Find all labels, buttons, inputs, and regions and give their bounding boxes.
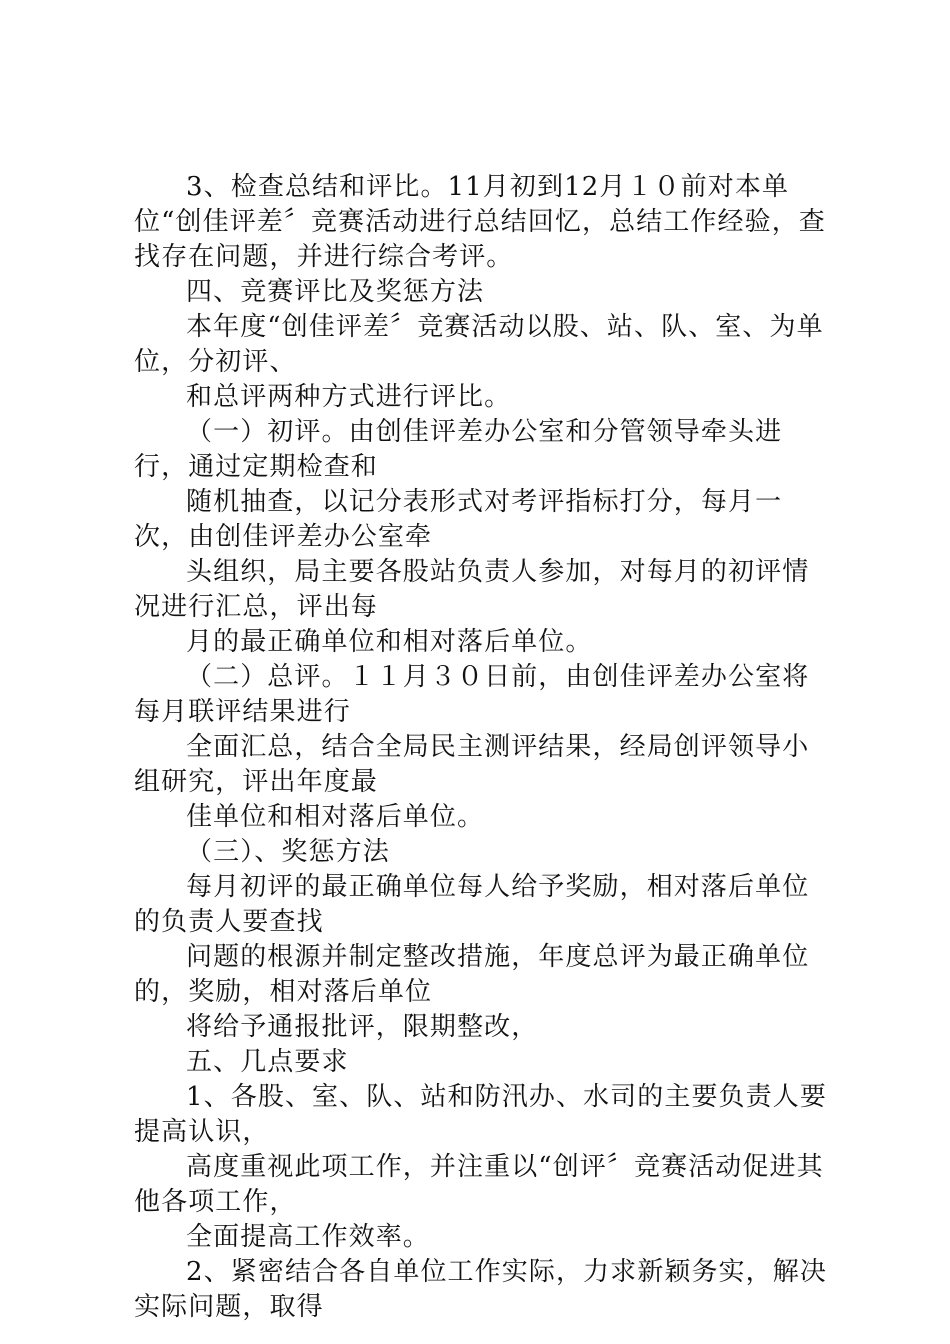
paragraph: 本年度“创佳评差〞竞赛活动以股、站、队、室、为单位，分初评、 <box>134 312 824 377</box>
section-heading: 五、几点要求 <box>186 1047 349 1077</box>
paragraph: （二）总评。１１月３０日前，由创佳评差办公室将每月联评结果进行 <box>134 662 810 727</box>
paragraph: （一）初评。由创佳评差办公室和分管领导牵头进行，通过定期检查和 <box>134 417 783 482</box>
paragraph: 1、各股、室、队、站和防汛办、水司的主要负责人要提高认识， <box>134 1082 827 1147</box>
paragraph: 全面提高工作效率。 <box>186 1222 430 1252</box>
paragraph: 月的最正确单位和相对落后单位。 <box>186 627 593 657</box>
subsection-heading: （三）、奖惩方法 <box>186 837 390 867</box>
paragraph: 头组织，局主要各股站负责人参加，对每月的初评情况进行汇总，评出每 <box>134 557 810 622</box>
paragraph: 全面汇总，结合全局民主测评结果，经局创评领导小组研究，评出年度最 <box>134 732 810 797</box>
paragraph: 将给予通报批评，限期整改， <box>186 1012 539 1042</box>
paragraph: 问题的根源并制定整改措施，年度总评为最正确单位的，奖励，相对落后单位 <box>134 942 810 1007</box>
paragraph: 和总评两种方式进行评比。 <box>186 382 512 412</box>
section-heading: 四、竞赛评比及奖惩方法 <box>186 277 485 307</box>
paragraph: 3、检查总结和评比。11月初到12月１０前对本单位“创佳评差〞竞赛活动进行总结回忆，总结工作经验，查找存在问题，并进行综合考评。 <box>134 172 826 272</box>
document-body <box>134 170 834 1325</box>
paragraph: 2、紧密结合各自单位工作实际，力求新颖务实，解决实际问题，取得 <box>134 1257 827 1322</box>
paragraph: 随机抽查，以记分表形式对考评指标打分，每月一次，由创佳评差办公室牵 <box>134 487 783 552</box>
paragraph: 每月初评的最正确单位每人给予奖励，相对落后单位的负责人要查找 <box>134 872 810 937</box>
paragraph: 高度重视此项工作，并注重以“创评〞竞赛活动促进其他各项工作， <box>134 1152 824 1217</box>
paragraph: 佳单位和相对落后单位。 <box>186 802 485 832</box>
